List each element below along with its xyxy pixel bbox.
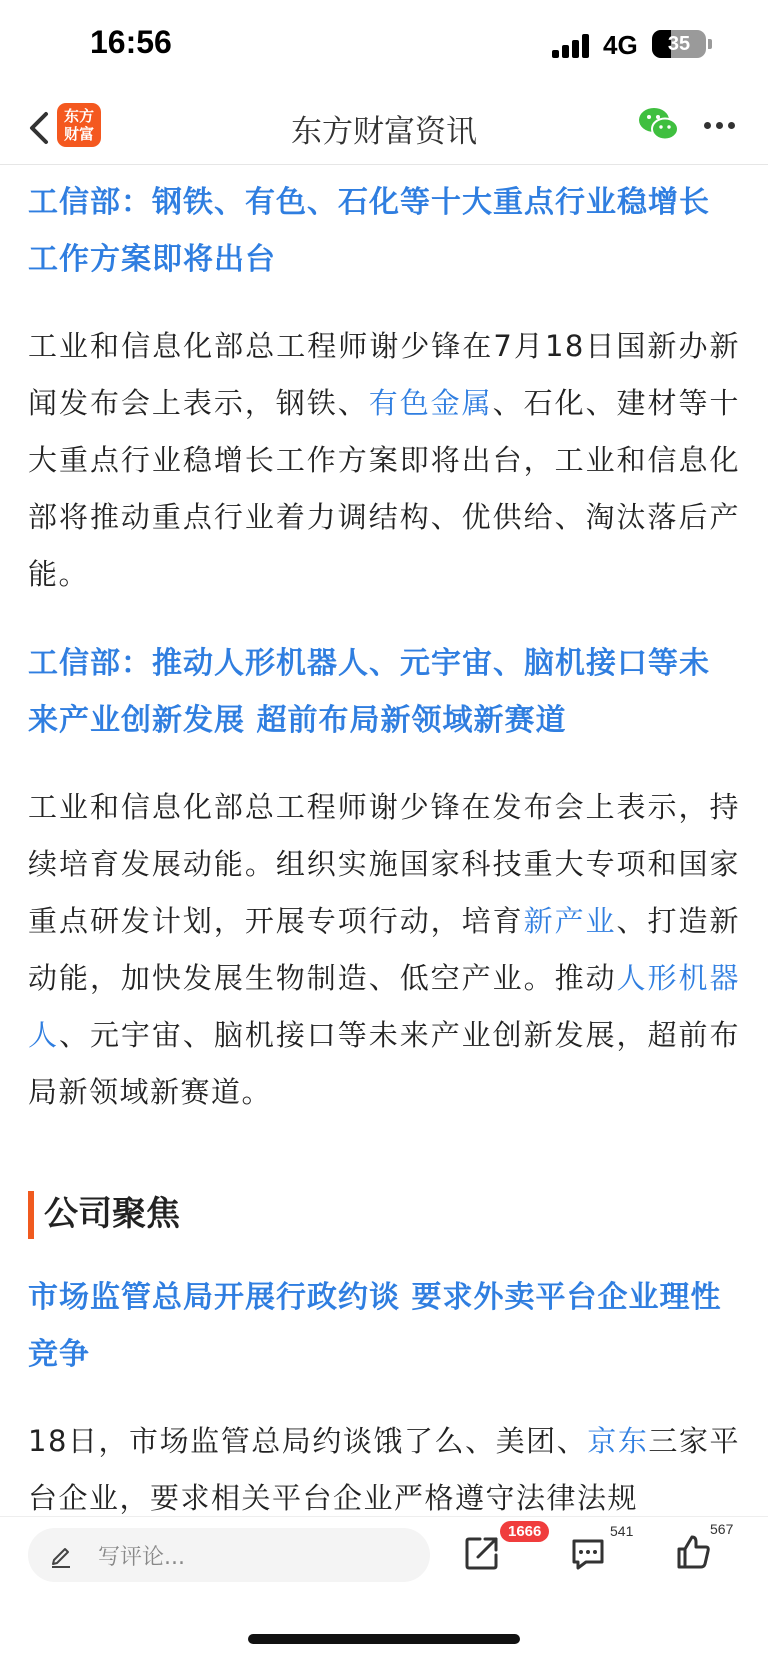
paragraph-text: 、石化、建材等十大重点行业稳增长工作方案即将出台，工业和信息化部将推动重点行业着力调结构、优供给、淘汰落后产能。 (28, 386, 740, 591)
nav-bar (0, 90, 768, 165)
share-count-badge: 1666 (500, 1521, 549, 1542)
paragraph-3 (28, 1413, 740, 1527)
headline-2[interactable]: 工信部：推动人形机器人、元宇宙、脑机接口等未来产业创新发展 超前布局新领域新赛道 (28, 646, 710, 738)
more-icon[interactable] (704, 122, 736, 130)
home-indicator (248, 1634, 520, 1644)
comment-input[interactable] (28, 1528, 430, 1582)
page-title: 东方财富资讯 (291, 114, 477, 150)
battery-cap (708, 39, 712, 49)
paragraph-text: 三家平台企业，要求相关平台企业严格遵守法律法规 (28, 1424, 740, 1515)
status-time: 16:56 (90, 24, 172, 60)
like-icon[interactable] (676, 1534, 712, 1570)
signal-icon (552, 34, 592, 58)
pen-icon (48, 1542, 74, 1568)
logo-line2: 财富 (63, 125, 94, 143)
stock-link[interactable]: 京东 (587, 1424, 649, 1458)
headline-3[interactable]: 市场监管总局开展行政约谈 要求外卖平台企业理性竞争 (28, 1280, 722, 1372)
like-count: 567 (710, 1521, 734, 1537)
status-bar (0, 0, 768, 90)
paragraph-text: 18日，市场监管总局约谈饿了么、美团、 (28, 1424, 588, 1458)
headline-1[interactable]: 工信部：钢铁、有色、石化等十大重点行业稳增长工作方案即将出台 (28, 185, 710, 277)
comment-icon[interactable] (570, 1537, 606, 1571)
share-icon[interactable] (464, 1535, 500, 1571)
comment-placeholder: 写评论... (98, 1545, 185, 1570)
paragraph-text: 工业和信息化部总工程师谢少锋在7月18日国新办新闻发布会上表示，钢铁、 (28, 329, 740, 420)
paragraph-1 (28, 318, 740, 603)
stock-link[interactable]: 有色金属 (368, 386, 493, 420)
comment-count: 541 (610, 1523, 634, 1539)
paragraph-2 (28, 779, 740, 1121)
paragraph-text: 、元宇宙、脑机接口等未来产业创新发展，超前布局新领域新赛道。 (28, 1018, 740, 1109)
network-type: 4G (603, 30, 638, 60)
topic-link[interactable]: 新产业 (523, 904, 617, 938)
paragraph-text: 工业和信息化部总工程师谢少锋在发布会上表示，持续培育发展动能。组织实施国家科技重大专项和国家重点研发计划，开展专项行动，培育 (28, 790, 740, 938)
topic-link[interactable]: 人形机器人 (28, 961, 740, 1052)
paragraph-text: 、打造新动能，加快发展生物制造、低空产业。推动 (28, 904, 740, 995)
logo-line1: 东方 (63, 107, 94, 125)
battery-level: 35 (667, 33, 691, 55)
section-title: 公司聚焦 (28, 1189, 740, 1239)
wechat-icon[interactable] (638, 106, 680, 144)
article-content (28, 166, 740, 1559)
battery-icon (652, 30, 706, 58)
